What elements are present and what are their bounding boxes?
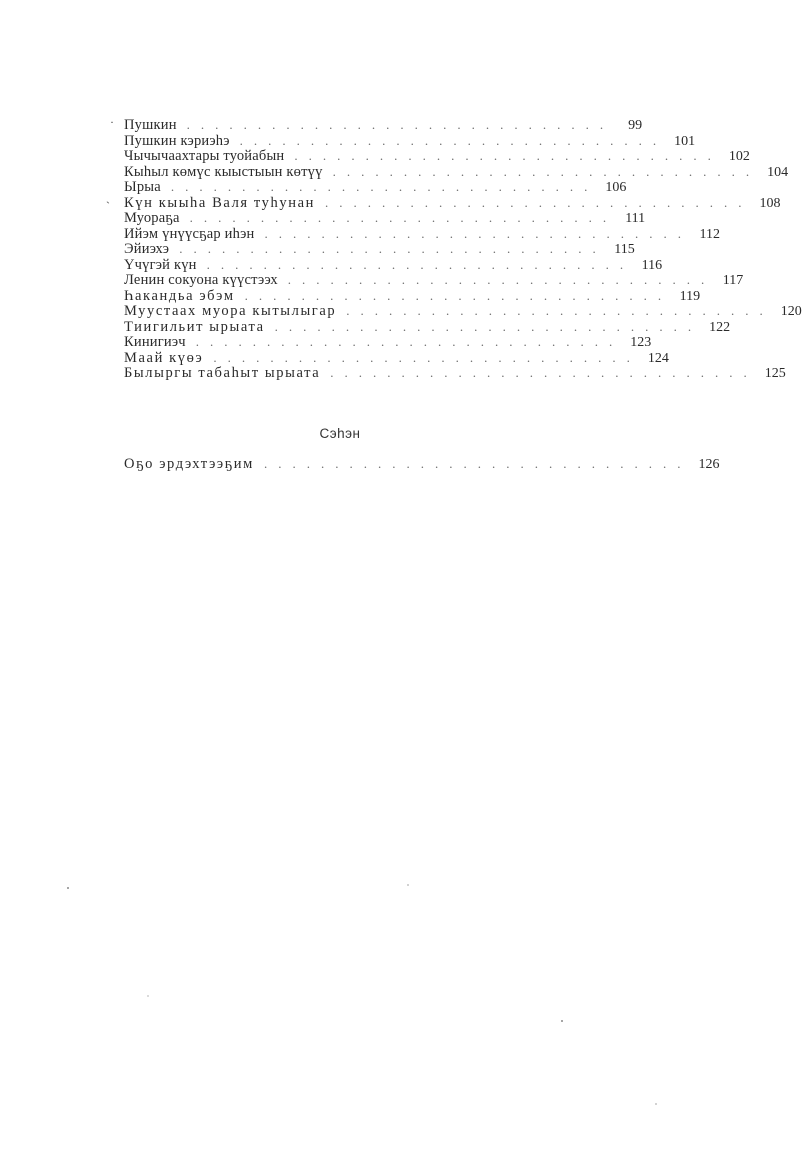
toc-entry-page: 104	[767, 164, 789, 180]
leader-dots: ..............................	[213, 349, 641, 365]
toc-entry-page: 115	[614, 242, 635, 257]
toc-entry-page: 126	[698, 457, 720, 472]
paper-speck	[561, 1020, 563, 1022]
leader-dots: ..............................	[332, 163, 761, 179]
section-heading: Сэһэн	[319, 426, 361, 441]
toc-entry-page: 102	[728, 149, 750, 164]
toc-entry	[124, 303, 802, 319]
toc-entry	[124, 194, 781, 211]
leader-dots: ..............................	[264, 225, 692, 241]
toc-entry	[124, 148, 750, 164]
toc-entry-title: Ийэм үнүүсҕар иһэн	[124, 225, 255, 242]
toc-entry	[124, 179, 627, 195]
paper-speck	[147, 995, 149, 997]
toc-entry-title: Ленин сокуона күүстээх	[124, 272, 278, 288]
toc-entry-page: 124	[647, 350, 669, 366]
toc-entry-page: 120	[780, 304, 802, 319]
toc-entry-title: Чычычаахтары туойабын	[124, 148, 285, 164]
toc-entry	[124, 132, 696, 149]
toc-entry-title: Үчүгэй күн	[124, 256, 197, 273]
toc-entry-page: 108	[759, 195, 781, 211]
leader-dots: ..............................	[195, 334, 624, 349]
leader-dots: ..............................	[179, 241, 607, 256]
margin-mark: ·	[110, 115, 114, 129]
toc-entry	[124, 334, 652, 350]
toc-entry	[124, 210, 646, 226]
toc-entry-page: 125	[764, 366, 786, 381]
section-contents	[124, 456, 720, 472]
toc-entry-page: 101	[674, 133, 696, 149]
leader-dots: ..............................	[263, 456, 692, 471]
paper-speck	[67, 887, 69, 889]
toc-entry-title: Муораҕа	[124, 210, 180, 226]
toc-entry-page: 123	[630, 335, 652, 350]
toc-entry-title: Күн кыыһа Валя туһунан	[124, 194, 315, 211]
leader-dots: ..............................	[324, 194, 753, 210]
margin-mark: `	[106, 199, 110, 213]
toc-entry-title: Эйиэхэ	[124, 241, 170, 257]
leader-dots: ..............................	[239, 132, 668, 148]
toc-entry-page: 106	[605, 180, 627, 195]
toc-entry	[124, 225, 720, 242]
leader-dots: ..............................	[346, 303, 774, 318]
leader-dots: ..............................	[206, 256, 635, 272]
leader-dots: ..............................	[274, 318, 703, 334]
paper-speck	[407, 884, 409, 886]
toc-entry	[124, 456, 720, 472]
leader-dots: ..............................	[189, 210, 618, 225]
toc-entry	[124, 272, 744, 288]
toc-entry-page: 119	[679, 288, 701, 304]
toc-entry-page: 117	[722, 273, 744, 288]
toc-entry	[124, 349, 669, 366]
toc-entry-page: 112	[699, 226, 720, 242]
toc-entry-title: Муустаах муора кытылыгар	[124, 303, 337, 319]
toc-entry-title: Былыргы табаһыт ырыата	[124, 365, 321, 381]
toc-entry	[124, 117, 643, 133]
toc-entry-page: 99	[628, 118, 643, 133]
leader-dots: ..............................	[170, 179, 599, 194]
toc-entry-title: Тиигильит ырыата	[124, 318, 265, 335]
toc-entry-title: Ырыа	[124, 179, 161, 195]
toc-entry	[124, 241, 635, 257]
toc-entry-title: Һакандьа эбэм	[124, 287, 235, 304]
leader-dots: ..............................	[244, 287, 673, 303]
toc-entry-title: Маай күөэ	[124, 349, 204, 366]
paper-speck	[655, 1103, 657, 1105]
leader-dots: ..............................	[330, 365, 758, 380]
toc-entry-title: Кыһыл көмүс кыыстыын көтүү	[124, 163, 323, 180]
toc-entry	[124, 318, 731, 335]
toc-entry-page: 111	[625, 211, 646, 226]
toc-entry	[124, 256, 663, 273]
toc-entry	[124, 163, 789, 180]
leader-dots: ..............................	[186, 117, 615, 132]
toc-entry-page: 116	[641, 257, 663, 273]
table-of-contents	[124, 117, 802, 381]
toc-entry-title: Оҕо эрдэхтээҕим	[124, 456, 254, 472]
leader-dots: ..............................	[294, 148, 722, 163]
toc-entry	[124, 287, 701, 304]
toc-entry-page: 122	[709, 319, 731, 335]
toc-entry-title: Пушкин кэриэһэ	[124, 132, 230, 149]
leader-dots: ..............................	[287, 272, 716, 287]
toc-entry-title: Кинигиэч	[124, 334, 186, 350]
toc-entry	[124, 365, 786, 381]
toc-entry-title: Пушкин	[124, 117, 177, 133]
